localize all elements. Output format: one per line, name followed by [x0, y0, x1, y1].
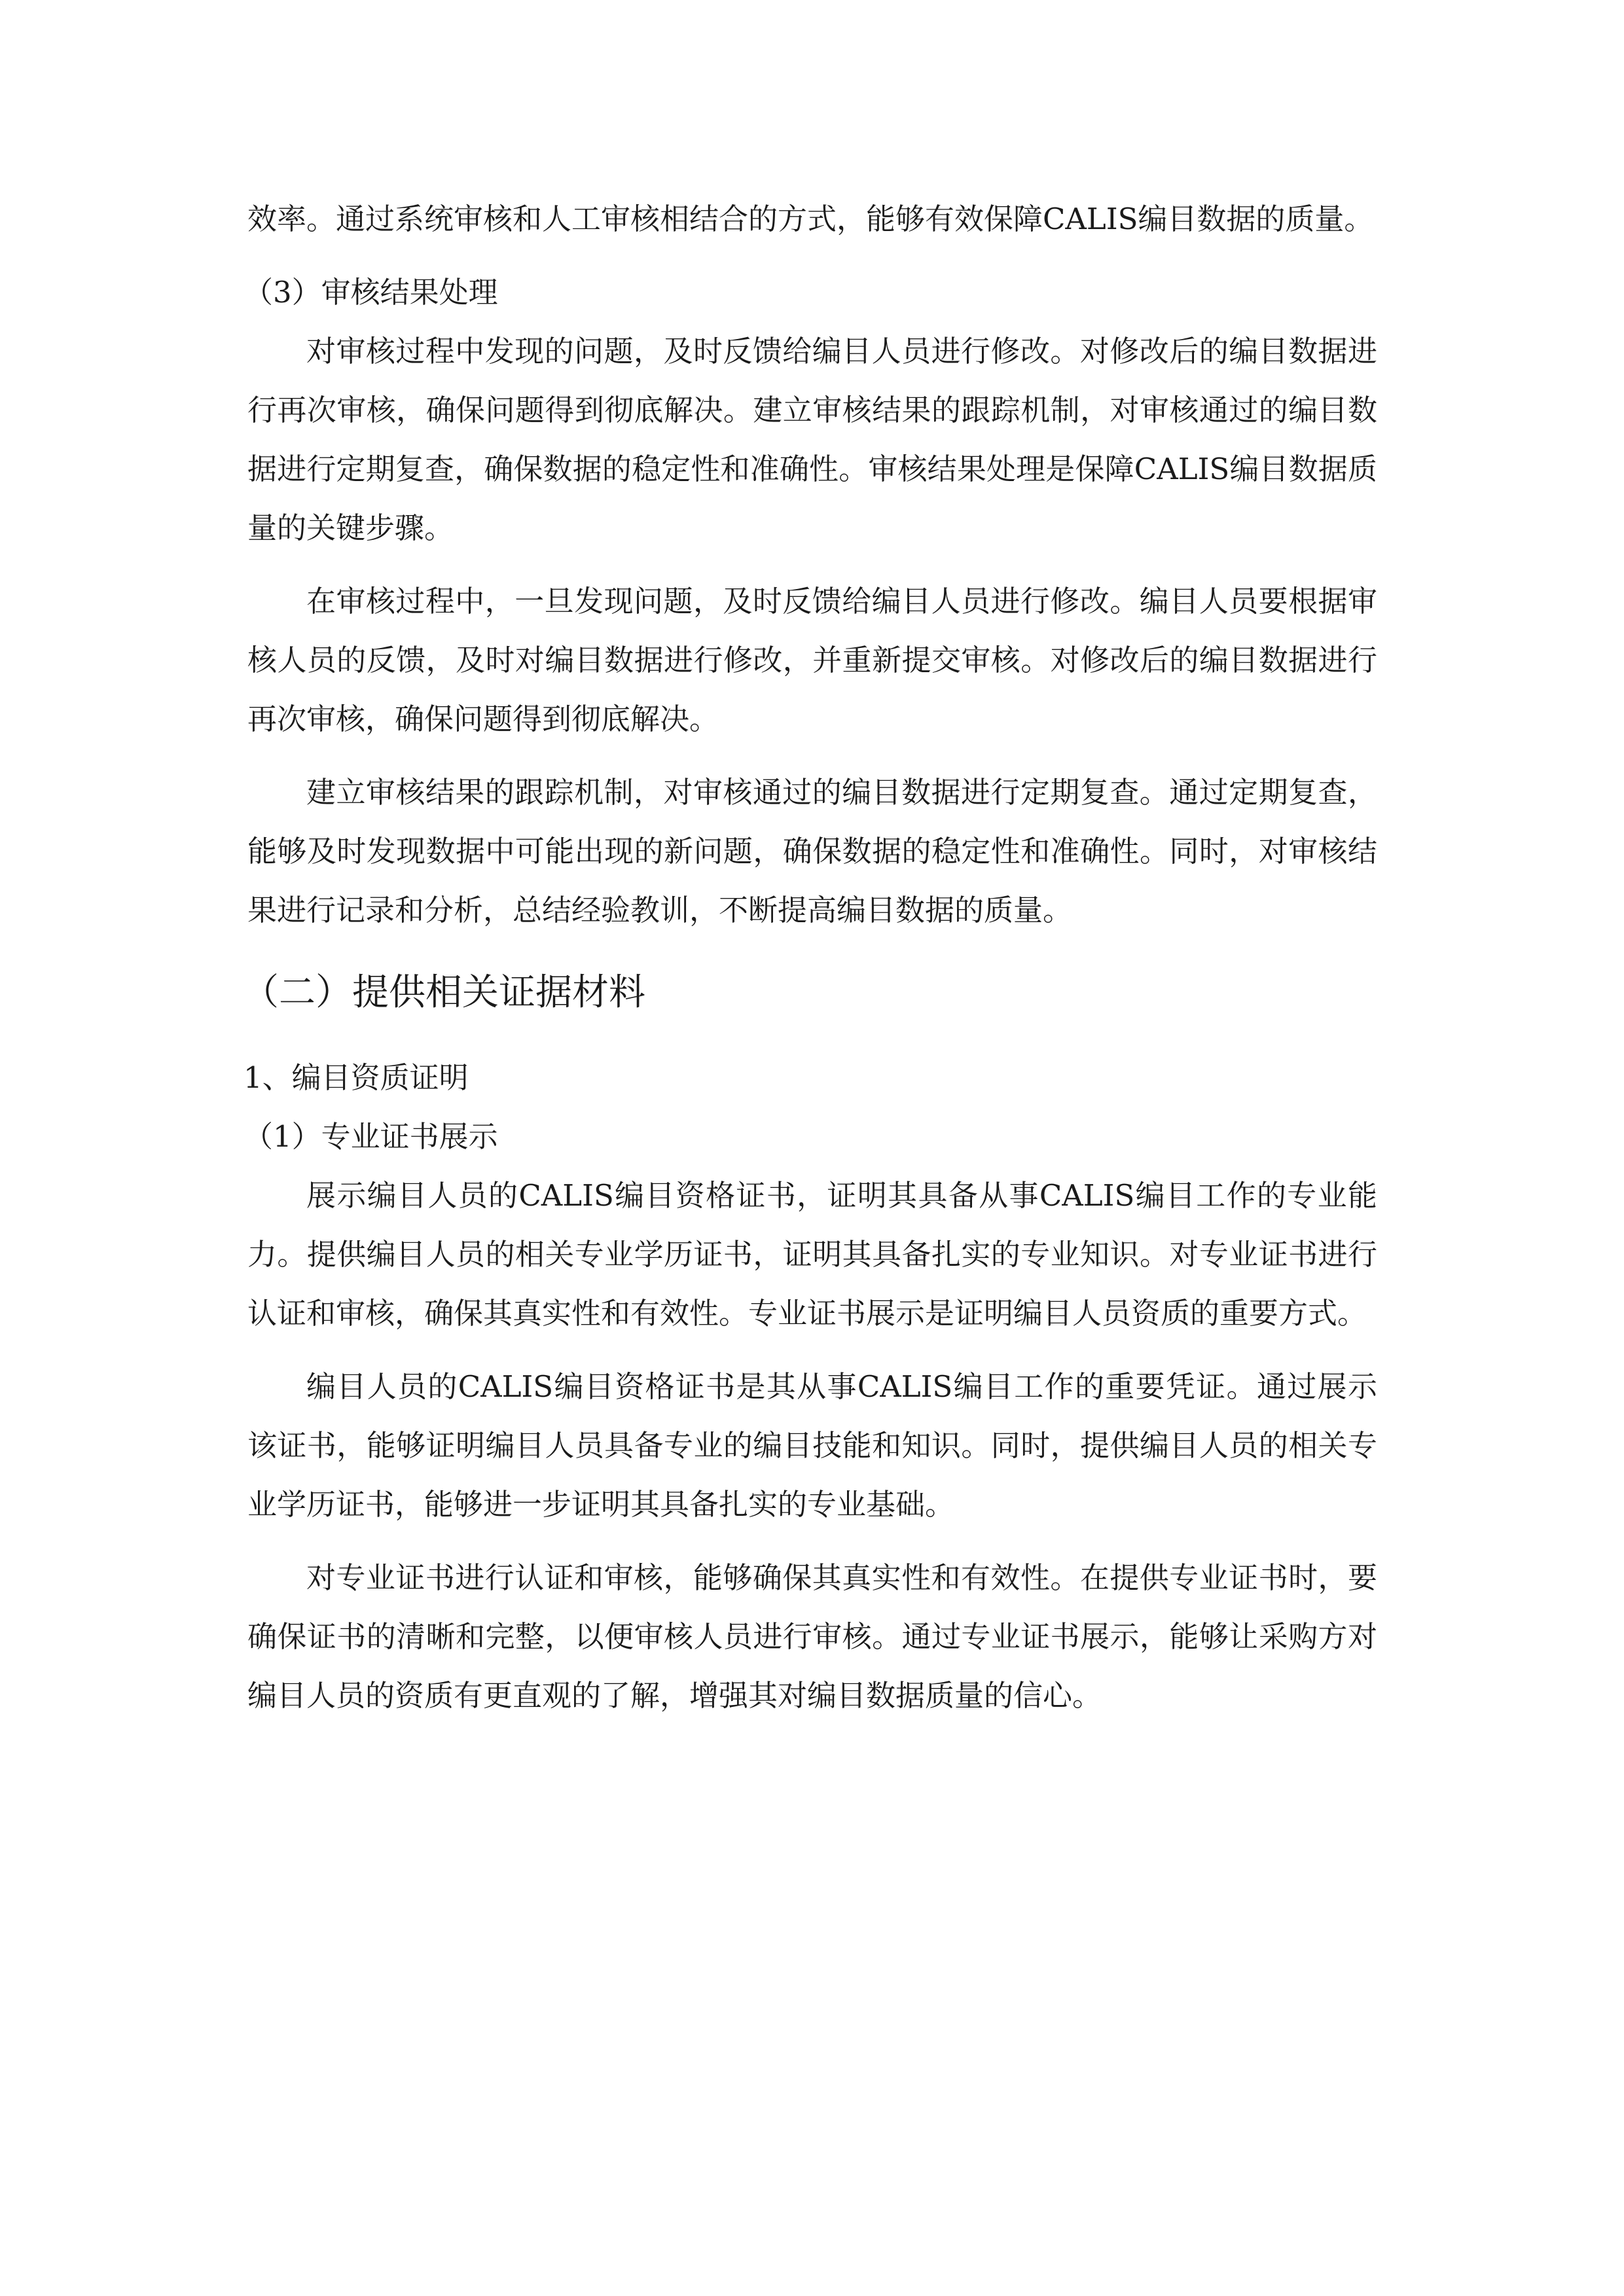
paragraph-audit-process: 在审核过程中，一旦发现问题，及时反馈给编目人员进行修改。编目人员要根据审核人员的反馈，及时对编目数据进行修改，并重新提交审核。对修改后的编目数据进行再次审核，确保问题得到彻底解决。 [247, 584, 1377, 736]
document-page [242, 190, 1377, 1725]
paragraph-certificate-display: 展示编目人员的CALIS编目资格证书，证明其具备从事CALIS编目工作的专业能力。提供编目人员的相关专业学历证书，证明其具备扎实的专业知识。对专业证书进行认证和审核，确保其真实性和有效性。专业证书展示是证明编目人员资质的重要方式。 [247, 1178, 1377, 1331]
subheading-certificate-display: （1）专业证书展示 [244, 1119, 498, 1154]
paragraph-continuation: 效率。通过系统审核和人工审核相结合的方式，能够有效保障CALIS编目数据的质量。 [247, 202, 1374, 236]
section-title-evidence-materials: （二）提供相关证据材料 [242, 971, 645, 1014]
paragraph-tracking-mechanism: 建立审核结果的跟踪机制，对审核通过的编目数据进行定期复查。通过定期复查，能够及时发现数据中可能出现的新问题，确保数据的稳定性和准确性。同时，对审核结果进行记录和分析，总结经验教训，不断提高编目数据的质量。 [247, 775, 1377, 927]
paragraph-audit-feedback: 对审核过程中发现的问题，及时反馈给编目人员进行修改。对修改后的编目数据进行再次审核，确保问题得到彻底解决。建立审核结果的跟踪机制，对审核通过的编目数据进行定期复查，确保数据的稳定性和准确性。审核结果处理是保障CALIS编目数据质量的关键步骤。 [247, 334, 1377, 545]
paragraph-certificate-importance: 编目人员的CALIS编目资格证书是其从事CALIS编目工作的重要凭证。通过展示该证书，能够证明编目人员具备专业的编目技能和知识。同时，提供编目人员的相关专业学历证书，能够进一步证明其具备扎实的专业基础。 [247, 1369, 1377, 1522]
subheading-audit-result-handling: （3）审核结果处理 [244, 275, 498, 310]
paragraph-certificate-verification: 对专业证书进行认证和审核，能够确保其真实性和有效性。在提供专业证书时，要确保证书的清晰和完整，以便审核人员进行审核。通过专业证书展示，能够让采购方对编目人员的资质有更直观的了解，增强其对编目数据质量的信心。 [247, 1560, 1377, 1713]
heading-cataloging-qualification: 1、编目资质证明 [244, 1060, 469, 1095]
